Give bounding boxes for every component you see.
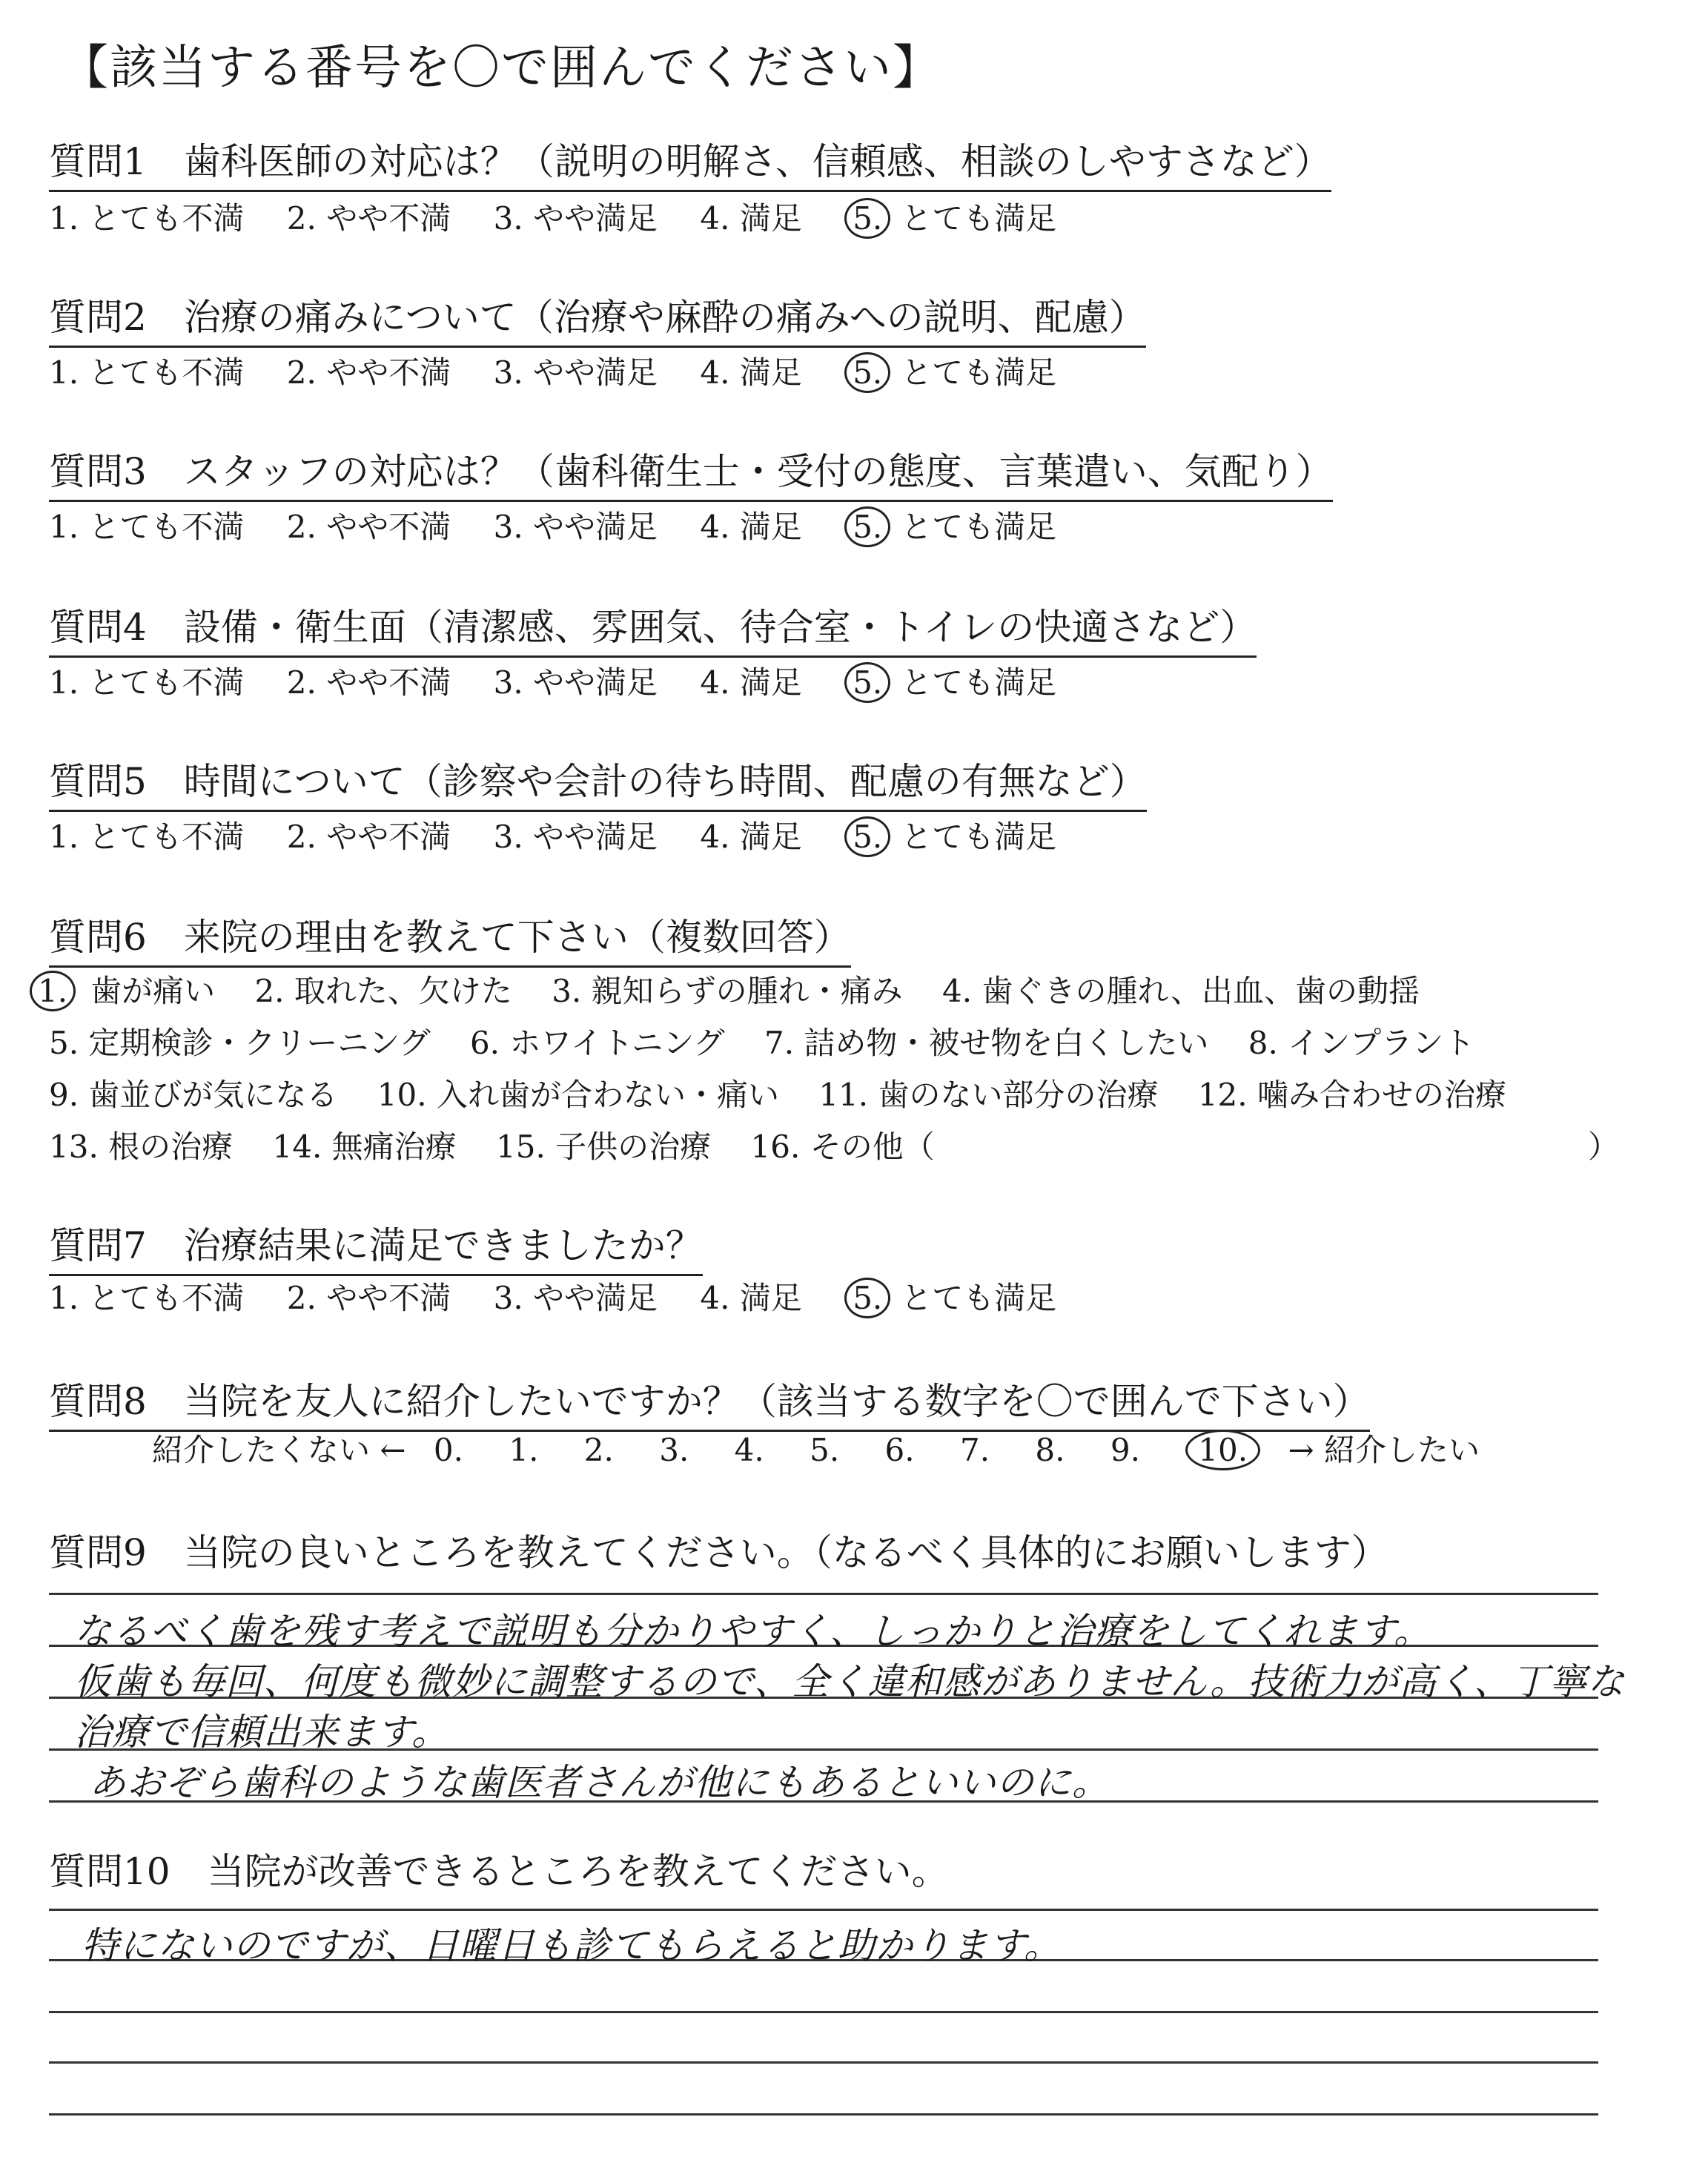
q8-selected-circle[interactable]: 10. <box>1185 1430 1260 1470</box>
q5-heading: 質問5 時間について（診察や会計の待ち時間、配慮の有無など） <box>49 752 1147 812</box>
q6-line-4 <box>49 1123 964 1167</box>
q6-option-14[interactable]: 14. 無痛治療 <box>272 1129 457 1165</box>
q3-option-4[interactable]: 4. 満足 <box>700 509 802 545</box>
q6-option-6[interactable]: 6. ホワイトニング <box>469 1025 725 1061</box>
q2-option-1[interactable]: 1. とても不満 <box>49 354 245 391</box>
q8-scale-0[interactable]: 0. <box>433 1432 463 1468</box>
q4-option-1[interactable]: 1. とても不満 <box>49 664 245 701</box>
q1-option-2[interactable]: 2. やや不満 <box>286 200 451 237</box>
q6-option-13[interactable]: 13. 根の治療 <box>49 1129 234 1165</box>
q6-option-16[interactable]: 16. その他（ <box>750 1129 935 1165</box>
q2-selected-circle[interactable]: 5. <box>844 352 890 393</box>
q3-option-3[interactable]: 3. やや満足 <box>493 509 658 545</box>
q1-heading: 質問1 歯科医師の対応は？（説明の明解さ、信頼感、相談のしやすさなど） <box>49 132 1331 192</box>
q5-option-4[interactable]: 4. 満足 <box>700 819 802 855</box>
q3-heading: 質問3 スタッフの対応は？（歯科衛生士・受付の態度、言葉遣い、気配り） <box>49 442 1333 502</box>
q7-options <box>49 1274 1089 1318</box>
q6-option-3[interactable]: 3. 親知らずの腫れ・痛み <box>552 973 903 1009</box>
q9-answer-line-2: 仮歯も毎回、何度も微妙に調整するので、全く違和感がありません。技術力が高く、丁寧な <box>74 1660 1625 1703</box>
q2-heading: 質問2 治療の痛みについて（治療や麻酔の痛みへの説明、配慮） <box>49 288 1146 348</box>
q2-option-5-label: とても満足 <box>901 354 1057 391</box>
q5-selected-circle[interactable]: 5. <box>844 816 890 857</box>
q5-option-5-label: とても満足 <box>901 819 1057 855</box>
q1-option-4[interactable]: 4. 満足 <box>700 200 802 237</box>
q6-option-5[interactable]: 5. 定期検診・クリーニング <box>49 1025 431 1061</box>
q5-option-2[interactable]: 2. やや不満 <box>286 819 451 855</box>
q10-answer-line-1: 特にないのですが、日曜日も診てもらえると助かります。 <box>82 1924 1062 1967</box>
q8-scale <box>152 1426 1480 1470</box>
q4-heading: 質問4 設備・衛生面（清潔感、雰囲気、待合室・トイレの快適さなど） <box>49 598 1257 658</box>
q6-option-10[interactable]: 10. 入れ歯が合わない・痛い <box>377 1077 779 1113</box>
q7-option-5-label: とても満足 <box>901 1280 1057 1316</box>
q10-rule-1 <box>49 1909 1598 1911</box>
q3-options <box>49 503 1089 547</box>
q8-right-label: → 紹介したい <box>1288 1432 1480 1468</box>
q6-option-1-label: 歯が痛い <box>90 973 216 1009</box>
q6-option-2[interactable]: 2. 取れた、欠けた <box>254 973 512 1009</box>
q8-scale-7[interactable]: 7. <box>959 1432 990 1468</box>
page-title: 【該当する番号を〇で囲んでください】 <box>61 41 941 96</box>
q4-selected-circle[interactable]: 5. <box>844 662 890 703</box>
q6-option-9[interactable]: 9. 歯並びが気になる <box>49 1077 338 1113</box>
q6-option-11[interactable]: 11. 歯のない部分の治療 <box>818 1077 1159 1113</box>
q1-option-3[interactable]: 3. やや満足 <box>493 200 658 237</box>
q1-option-5-label: とても満足 <box>901 200 1057 237</box>
q3-option-2[interactable]: 2. やや不満 <box>286 509 451 545</box>
q8-scale-6[interactable]: 6. <box>884 1432 915 1468</box>
q3-selected-circle[interactable]: 5. <box>844 506 890 547</box>
q7-option-4[interactable]: 4. 満足 <box>700 1280 802 1316</box>
q8-scale-1[interactable]: 1. <box>509 1432 539 1468</box>
q1-option-1[interactable]: 1. とても不満 <box>49 200 245 237</box>
q8-scale-8[interactable]: 8. <box>1035 1432 1065 1468</box>
q5-option-1[interactable]: 1. とても不満 <box>49 819 245 855</box>
q7-heading: 質問7 治療結果に満足できましたか？ <box>49 1216 703 1276</box>
q9-answer-line-1: なるべく歯を残す考えで説明も分かりやすく、しっかりと治療をしてくれます。 <box>74 1610 1431 1653</box>
q4-option-4[interactable]: 4. 満足 <box>700 664 802 701</box>
q6-line-1 <box>30 967 1449 1011</box>
q7-option-2[interactable]: 2. やや不満 <box>286 1280 451 1316</box>
q1-selected-circle[interactable]: 5. <box>844 198 890 239</box>
q4-option-3[interactable]: 3. やや満足 <box>493 664 658 701</box>
q4-option-5-label: とても満足 <box>901 664 1057 701</box>
q5-options <box>49 813 1089 857</box>
q2-option-4[interactable]: 4. 満足 <box>700 354 802 391</box>
q6-line-2 <box>49 1019 1504 1063</box>
q3-option-5-label: とても満足 <box>901 509 1057 545</box>
q10-heading: 質問10 当院が改善できるところを教えてください。 <box>49 1850 949 1893</box>
q10-rule-4 <box>49 2061 1598 2064</box>
q7-option-1[interactable]: 1. とても不満 <box>49 1280 245 1316</box>
q6-other-close-paren: ） <box>1588 1129 1620 1165</box>
q2-option-2[interactable]: 2. やや不満 <box>286 354 451 391</box>
q8-scale-2[interactable]: 2. <box>583 1432 614 1468</box>
q6-option-12[interactable]: 12. 噛み合わせの治療 <box>1197 1077 1506 1113</box>
q3-option-1[interactable]: 1. とても不満 <box>49 509 245 545</box>
q6-option-4[interactable]: 4. 歯ぐきの腫れ、出血、歯の動揺 <box>942 973 1420 1009</box>
q6-option-15[interactable]: 15. 子供の治療 <box>496 1129 712 1165</box>
q8-scale-3[interactable]: 3. <box>659 1432 689 1468</box>
q4-options <box>49 658 1089 703</box>
q8-scale-4[interactable]: 4. <box>734 1432 764 1468</box>
q6-option-8[interactable]: 8. インプラント <box>1248 1025 1475 1061</box>
q9-heading: 質問9 当院の良いところを教えてください。（なるべく具体的にお願いします） <box>49 1531 1388 1574</box>
q9-answer-line-3: 治療で信頼出来ます。 <box>74 1711 449 1754</box>
q2-option-3[interactable]: 3. やや満足 <box>493 354 658 391</box>
q10-rule-3 <box>49 2011 1598 2013</box>
q9-answer-line-4: あおぞら歯科のような歯医者さんが他にもあるといいのに。 <box>89 1761 1110 1804</box>
q10-rule-5 <box>49 2113 1598 2116</box>
q6-heading: 質問6 来院の理由を教えて下さい（複数回答） <box>49 908 851 968</box>
q7-selected-circle[interactable]: 5. <box>844 1278 890 1318</box>
q6-selected-circle[interactable]: 1. <box>30 971 76 1011</box>
q6-option-7[interactable]: 7. 詰め物・被せ物を白くしたい <box>764 1025 1209 1061</box>
q8-scale-5[interactable]: 5. <box>810 1432 840 1468</box>
q8-heading: 質問8 当院を友人に紹介したいですか？（該当する数字を〇で囲んで下さい） <box>49 1372 1370 1432</box>
q9-rule-1 <box>49 1593 1598 1595</box>
q2-options <box>49 349 1089 393</box>
q4-option-2[interactable]: 2. やや不満 <box>286 664 451 701</box>
q5-option-3[interactable]: 3. やや満足 <box>493 819 658 855</box>
q8-scale-9[interactable]: 9. <box>1110 1432 1140 1468</box>
q1-options <box>49 194 1089 239</box>
q7-option-3[interactable]: 3. やや満足 <box>493 1280 658 1316</box>
q8-left-label: 紹介したくない ← <box>152 1432 406 1468</box>
q6-line-3 <box>49 1071 1536 1115</box>
